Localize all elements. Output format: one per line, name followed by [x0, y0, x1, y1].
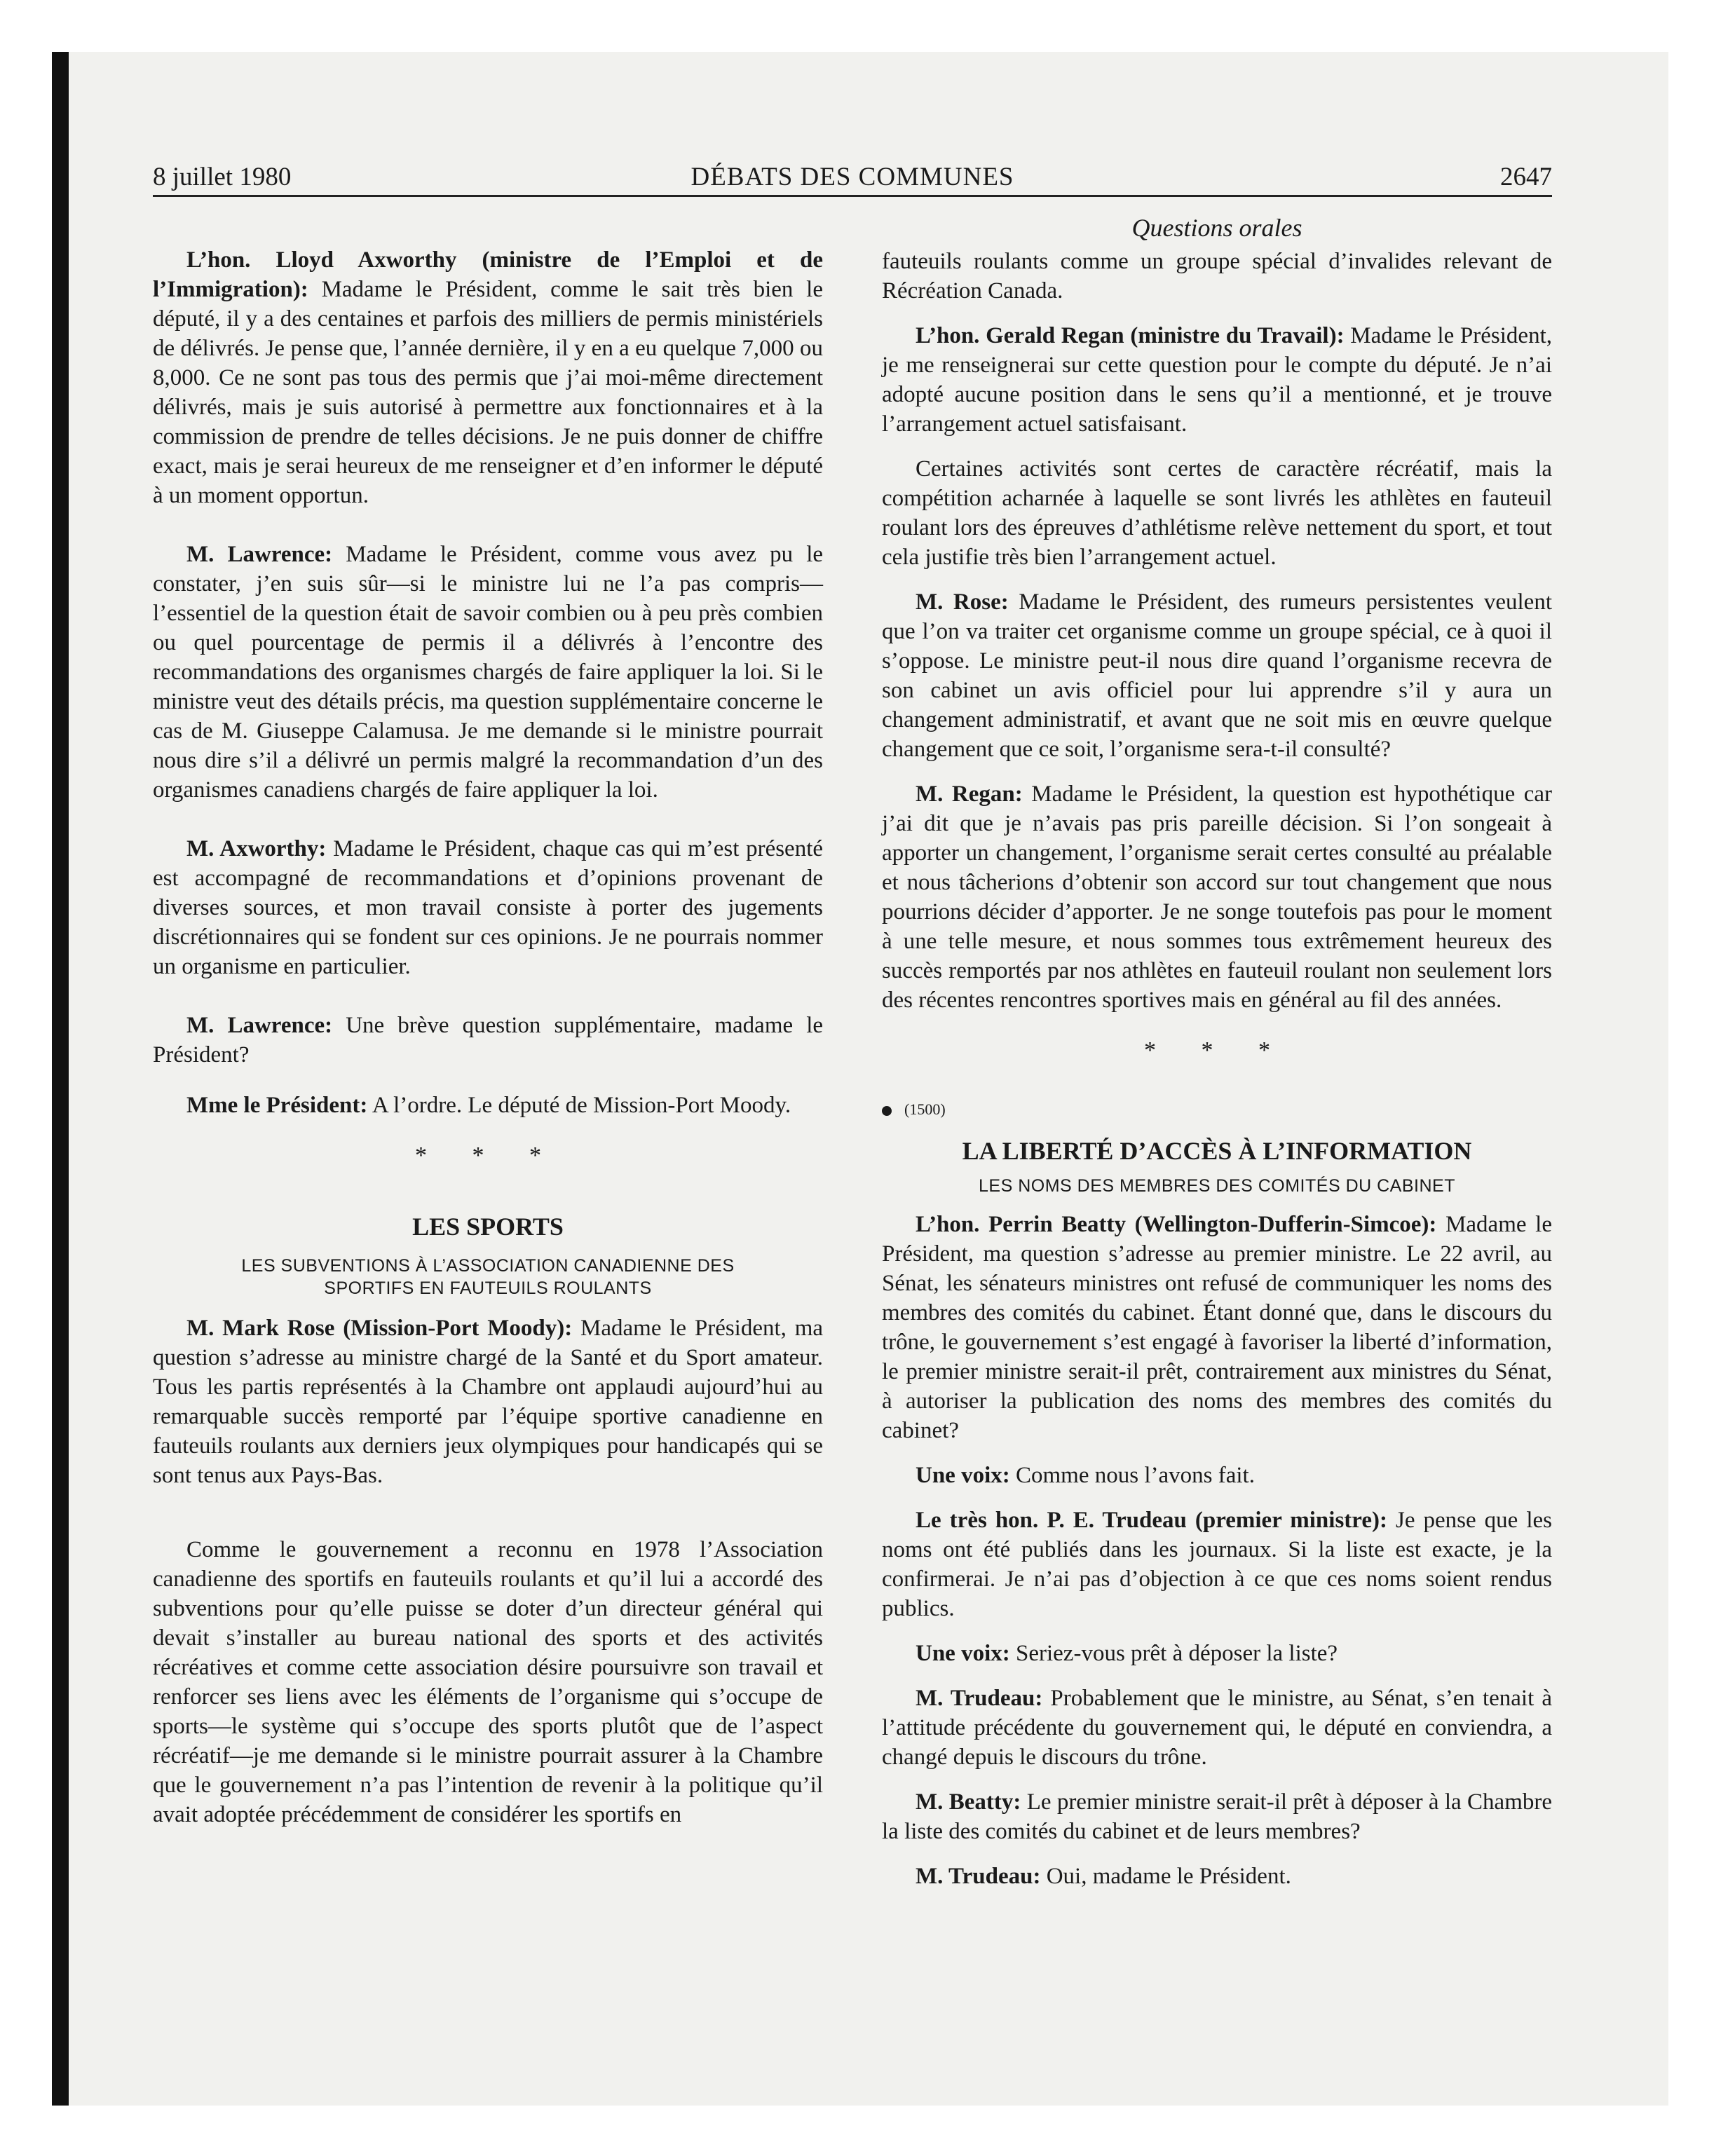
paragraph	[153, 1091, 823, 1120]
paragraph-text: A l’ordre. Le député de Mission-Port Moody.	[372, 1093, 791, 1118]
section-subtitle: LES SUBVENTIONS À L’ASSOCIATION CANADIENNE DES SPORTIFS EN FAUTEUILS ROULANTS	[241, 1256, 735, 1298]
paragraph	[882, 1210, 1552, 1445]
speaker: Une voix:	[916, 1641, 1010, 1666]
header-date: 8 juillet 1980	[153, 163, 292, 191]
speaker: M. Axworthy:	[186, 836, 327, 861]
paragraph-text: Seriez-vous prêt à déposer la liste?	[1016, 1641, 1338, 1666]
paragraph-text: Comme nous l’avons fait.	[1016, 1463, 1255, 1488]
paragraph-text: Le premier ministre serait-il prêt à déposer à la Chambre la liste des comités du cabinet et de leurs membres?	[882, 1789, 1552, 1844]
section-subtitle: LES NOMS DES MEMBRES DES COMITÉS DU CABINET	[979, 1176, 1455, 1196]
paragraph	[882, 454, 1552, 572]
speaker: M. Beatty:	[916, 1789, 1021, 1815]
speaker: Une voix:	[916, 1463, 1010, 1488]
speaker: L’hon. Lloyd Axworthy (ministre de l’Emploi et de l’Immigration):	[153, 247, 823, 302]
section-separator: * * *	[1144, 1037, 1290, 1063]
section-separator: * * *	[415, 1142, 561, 1168]
paragraph-text: Madame le Président, chaque cas qui m’est présenté est accompagné de recommandations et d’opinions provenant de diverses sources, et mon travail consiste à porter des jugements discrétionnaires qui se fondent sur ces opinions. Je ne pourrais nommer un organisme en particulier.	[153, 836, 824, 979]
page-number: 2647	[1500, 163, 1552, 191]
speaker: L’hon. Gerald Regan (ministre du Travail):	[916, 323, 1345, 348]
paragraph	[882, 247, 1552, 306]
paragraph-text: Madame le Président, la question est hypothétique car j’ai dit que je n’avais pas pris pareille décision. Si l’on songeait à apporter un changement, l’organisme serait certes consulté au préalable et nous tâcherions d’obtenir son accord sur tout changement que nous pourrions décider d’apporter. Je ne songe toutefois pas pour le moment à une telle mesure, et nous sommes tous extrêmement heureux des succès remportés par nos athlètes en fauteuil roulant non seulement lors des récentes rencontres sportives mais en général au fil des années.	[882, 782, 1553, 1013]
paragraph-text: Madame le Président, ma question s’adresse au ministre chargé de la Santé et du Sport amateur. Tous les partis représentés à la Chambre ont applaudi aujourd’hui au remarquable succès remporté par l’équipe sportive canadienne en fauteuils roulants aux derniers jeux olympiques pour handicapés qui se sont tenus aux Pays-Bas.	[153, 1316, 824, 1488]
paragraph-text: Madame le Président, comme vous avez pu le constater, j’en suis sûr—si le ministre lui ne l’a pas compris—l’essentiel de la question était de savoir combien ou à peu près combien ou quel pourcentage de permis il a délivrés à l’encontre des recommandations des organismes chargés de faire appliquer la loi. Si le ministre veut des détails précis, ma question supplémentaire concerne le cas de M. Giuseppe Calamusa. Je me demande si le ministre pourrait nous dire s’il a délivré un permis malgré la recommandation d’un des organismes canadiens chargés de faire appliquer la loi.	[153, 542, 824, 803]
paragraph-text: Madame le Président, je me renseignerai sur cette question pour le compte du député. Je n’ai adopté aucune position dans le sens qu’il a mentionné, et je trouve l’arrangement actuel satisfaisant.	[882, 323, 1552, 437]
time-marker	[882, 1099, 1552, 1120]
paragraph	[882, 1506, 1552, 1623]
paragraph	[882, 1684, 1552, 1772]
speaker: M. Regan:	[916, 782, 1023, 807]
paragraph	[153, 1011, 823, 1070]
paragraph	[882, 587, 1552, 764]
speaker: M. Trudeau:	[916, 1686, 1043, 1711]
paragraph-text: Une brève question supplémentaire, madame le Président?	[153, 1013, 824, 1067]
paragraph	[153, 834, 823, 981]
paragraph	[153, 245, 823, 510]
paragraph-text: fauteuils roulants comme un groupe spécial d’invalides relevant de Récréation Canada.	[882, 249, 1552, 303]
paragraph	[882, 779, 1552, 1015]
paragraph	[882, 1787, 1552, 1846]
speaker: M. Trudeau:	[916, 1864, 1041, 1889]
speaker: M. Mark Rose (Mission-Port Moody):	[186, 1316, 573, 1341]
paragraph	[882, 1461, 1552, 1490]
page-header	[153, 160, 1552, 197]
paragraph-text: Oui, madame le Président.	[1046, 1864, 1291, 1889]
paragraph-text: Comme le gouvernement a reconnu en 1978 l’Association canadienne des sportifs en fauteuils roulants et qu’il lui a accordé des subventions pour qu’elle puisse se doter d’un directeur général qui devait s’installer au bureau national des sports et des activités récréatives et comme cette association désire poursuivre son travail et renforcer ses liens avec les éléments de l’organisme qui s’occupe de sports—le système qui s’occupe des sports plutôt que de l’aspect récréatif—je me demande si le ministre pourrait assurer à la Chambre que le gouvernement n’a pas l’intention de revenir à la politique qu’il avait adoptée précédemment de considérer les sportifs en	[153, 1537, 823, 1827]
speaker: M. Rose:	[916, 589, 1009, 615]
speaker: M. Lawrence:	[186, 1013, 333, 1038]
paragraph-text: Madame le Président, des rumeurs persistentes veulent que l’on va traiter cet organisme comme un groupe spécial, ce à quoi il s’oppose. Le ministre peut-il nous dire quand l’organisme recevra de son cabinet un avis officiel pour lui apprendre s’il y aura un changement administratif, et avant que ne soit mis en œuvre quelque changement que ce soit, l’organisme sera-t-il consulté?	[882, 589, 1552, 762]
paragraph	[153, 1535, 823, 1829]
paragraph	[882, 321, 1552, 439]
paragraph-text: Madame le Président, comme le sait très bien le député, il y a des centaines et parfois des milliers de permis ministériels de délivrés. Je pense que, l’année dernière, il y en a eu quelque 7,000 ou 8,000. Ce ne sont pas tous des permis que j’ai moi-même directement délivrés, mais je suis autorisé à permettre aux fonctionnaires et à la commission de prendre de telles décisions. Je ne puis donner de chiffre exact, mais je serai heureux de me renseigner et d’en informer le député à un moment opportun.	[153, 277, 824, 508]
paragraph	[153, 540, 823, 805]
header-title: DÉBATS DES COMMUNES	[690, 163, 1014, 191]
bullet-dot-icon	[882, 1106, 892, 1116]
paragraph-text: Madame le Président, ma question s’adresse au premier ministre. Le 22 avril, au Sénat, les sénateurs ministres ont refusé de communiquer les noms des membres des comités du cabinet. Étant donné que, dans le discours du trône, le gouvernement s’est engagé à favoriser la liberté d’information, le premier ministre serait-il prêt, contrairement aux ministres du Sénat, à autoriser la publication des noms des membres des comités du cabinet?	[882, 1212, 1552, 1443]
paragraph	[153, 1314, 823, 1490]
paragraph-text: Probablement que le ministre, au Sénat, s’en tenait à l’attitude précédente du gouvernement qui, le député en conviendra, a changé depuis le discours du trône.	[882, 1686, 1552, 1770]
paragraph	[882, 1862, 1552, 1891]
time-marker-text: (1500)	[904, 1100, 946, 1118]
paragraph-text: Je pense que les noms ont été publiés dans les journaux. Si la liste est exacte, je la confirmerai. Je n’ai pas d’objection à ce que ces noms soient rendus publics.	[882, 1508, 1553, 1621]
speaker: Le très hon. P. E. Trudeau (premier ministre):	[916, 1508, 1387, 1533]
speaker: M. Lawrence:	[186, 542, 333, 567]
paragraph	[882, 1639, 1552, 1668]
running-head: Questions orales	[1131, 214, 1302, 242]
section-title: LES SPORTS	[412, 1213, 564, 1241]
binding-edge	[52, 52, 69, 2106]
section-title: LA LIBERTÉ D’ACCÈS À L’INFORMATION	[962, 1137, 1472, 1165]
left-column	[153, 245, 823, 1829]
paragraph-text: Certaines activités sont certes de caractère récréatif, mais la compétition acharnée à laquelle se sont livrés les athlètes en fauteuil roulant lors des épreuves d’athlétisme relève nettement du sport, et tout cela justifie très bien l’arrangement actuel.	[882, 456, 1552, 570]
speaker: L’hon. Perrin Beatty (Wellington-Dufferin-Simcoe):	[916, 1212, 1437, 1237]
speaker: Mme le Président:	[186, 1093, 368, 1118]
right-column	[882, 247, 1552, 1891]
